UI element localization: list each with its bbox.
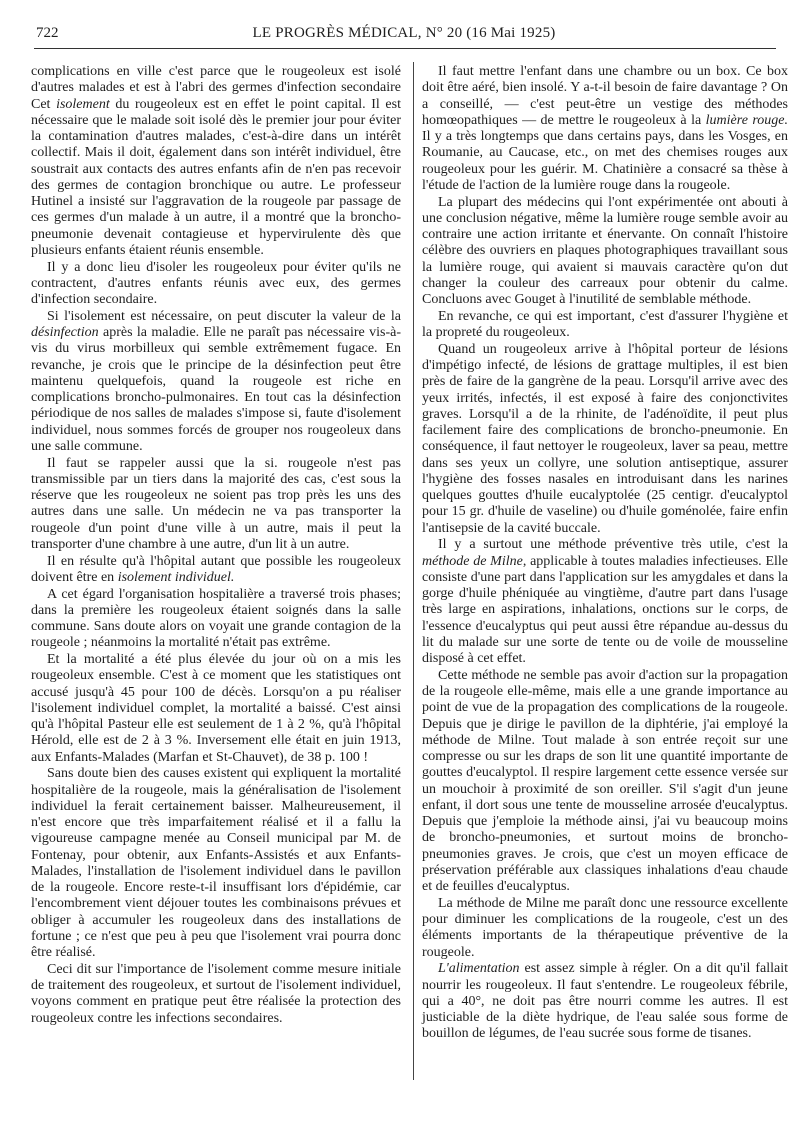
paragraph: Il en résulte qu'à l'hôpital autant que possible les rougeoleux doivent être en isolement individuel.	[31, 553, 401, 585]
paragraph: Si l'isolement est nécessaire, on peut discuter la valeur de la désinfection après la maladie. Elle ne paraît pas nécessaire vis-à-vis du virus morbilleux qui semble extrêmement fugace. En revanche, je crois que le principe de la désinfection peut être maintenu quelquefois, quand la rougeole est riche en complications broncho-pulmonaires. En tout cas la désinfection périodique de nos salles de malades s'impose si, faute d'isolement individuel, nous sommes forcés de grouper nos rougeoleux dans une salle commune.	[31, 308, 401, 454]
paragraph: Il y a donc lieu d'isoler les rougeoleux pour éviter qu'ils ne contractent, d'autres enfants réunis avec eux, des germes d'infection secondaire.	[31, 259, 401, 307]
paragraph: Cette méthode ne semble pas avoir d'action sur la propagation de la rougeole elle-même, mais elle a une grande importance au point de vue de la propagation des complications de la rougeole. Depuis que je dirige le pavillon de la diphtérie, j'ai employé la méthode de Milne. Tout malade à son entrée reçoit sur une compresse ou sur les draps de son lit une quantité importante de gouttes d'eucalyptol. Il respire largement cette essence versée sur un mouchoir à proximité de son oreiller. S'il s'agit d'un jeune enfant, il dort sous une tente de mousseline arrosée d'eucalyptus. Depuis que j'emploie la méthode ainsi, j'ai vu beaucoup moins de broncho-pneumonies, et surtout moins de broncho-pneumonies graves. Je crois, que c'est un moyen efficace de préservation préférable aux classiques inhalations d'eau chaude et de feuilles d'eucalyptus.	[422, 667, 788, 894]
paragraph: Quand un rougeoleux arrive à l'hôpital porteur de lésions d'impétigo infecté, de lésions de grattage multiples, il est bien près de faire de la gangrène de la peau. Lorsqu'il arrive avec des yeux irrités, infectés, il est exposé à faire des conjonctivites graves. Lorsqu'il a de la rhinite, de l'adénoïdite, il peut plus facilement faire des complications de broncho-pneumonie. En conséquence, il faut nettoyer le rougeoleux, laver sa peau, mettre dans ses yeux un collyre, une solution antiseptique, assurer l'hygiène des fosses nasales en introduisant dans les narines quelques gouttes d'huile eucalyptolée (25 centigr. d'eucalyptol pour 15 gr. d'huile de vaseline) ou d'huile goménolée, faire enfin l'antisepsie de la cavité buccale.	[422, 341, 788, 536]
paragraph: Il faut se rappeler aussi que la si. rougeole n'est pas transmissible par un tiers dans la majorité des cas, c'est sous la réserve que les rougeoleux ne soient pas trop près les uns des autres dans une salle. Un médecin ne va pas transporter la rougeole d'un point d'une ville à un autre, mais il peut la transporter d'une chambre à une autre, d'un lit à un autre.	[31, 455, 401, 552]
paragraph: Sans doute bien des causes existent qui expliquent la mortalité hospitalière de la rougeole, mais la généralisation de l'isolement individuel la ferait certainement baisser. Malheureusement, il n'est encore que très imparfaitement réalisé et il a fallu la vigoureuse campagne menée au Conseil municipal par M. de Fontenay, pour obtenir, aux Enfants-Assistés et aux Enfants-Malades, l'installation de l'isolement individuel dans le pavillon de la rougeole. Encore reste-t-il insuffisant lors d'épidémie, car l'encombrement vient déjouer toutes les combinaisons prévues et obliger à accumuler les rougeoleux dans des installations de fortune ; ce n'est que peu à peu que l'isolement vrai pourra donc être réalisé.	[31, 766, 401, 960]
page-number: 722	[36, 25, 59, 41]
paragraph: Ceci dit sur l'importance de l'isolement comme mesure initiale de traitement des rougeoleux, et surtout de l'isolement individuel, voyons comment en pratique peut être réalisée la protection des rougeoleux contre les infections secondaires.	[31, 961, 401, 1026]
paragraph: La plupart des médecins qui l'ont expérimentée ont abouti à une conclusion négative, même la lumière rouge semble avoir au contraire une action irritante et énervante. On connaît l'histoire célèbre des ouvriers en plaques photographiques travaillant sous la lumière rouge, qui avaient si mauvais caractère qu'on dut changer la couleur des carreaux pour obtenir du calme. Concluons avec Gouget à l'inutilité de semblable méthode.	[422, 194, 788, 307]
paragraph: Et la mortalité a été plus élevée du jour où on a mis les rougeoleux ensemble. C'est à ce moment que les statistiques ont accusé jusqu'à 45 pour 100 de décès. Lorsqu'on a pu réaliser l'isolement individuel complet, la mortalité a baissé. C'est ainsi qu'à l'hôpital Pasteur elle est seulement de 1 à 2 %, qu'à l'hôpital Hérold, elle est de 2 à 3 %. Inversement elle était en juin 1913, aux Enfants-Malades (Marfan et St-Chauvet), de 38 p. 100 !	[31, 652, 401, 765]
paragraph: complications en ville c'est parce que le rougeoleux est isolé d'autres malades et est à l'abri des germes d'infection secondaire Cet isolement du rougeoleux est en effet le point capital. Il est nécessaire que le malade soit isolé dès le premier jour pour éviter la contamination d'autres malades, c'est-à-dire dans un intérêt collectif. Mais il doit, également dans son intérêt individuel, être soustrait aux contacts des autres enfants afin de n'en pas recevoir des germes de contagion bronchique ou autre. Le professeur Hutinel a insisté sur l'aggravation de la rougeole par passage de ces germes d'un malade à un autre, il a montré que la broncho-pneumonie devenait contagieuse et hypervirulente dès que plusieurs enfants étaient réunis ensemble.	[31, 64, 401, 258]
right-column	[422, 64, 788, 1043]
journal-title: LE PROGRÈS MÉDICAL, N° 20 (16 Mai 1925)	[252, 25, 556, 41]
paragraph: Il faut mettre l'enfant dans une chambre ou un box. Ce box doit être aéré, bien insolé. Y a-t-il besoin de faire davantage ? On a conseillé, — c'est peut-être un vestige des méthodes homœopathiques — de mettre le rougeoleux à la lumière rouge. Il y a très longtemps que dans certains pays, dans les Vosges, en Roumanie, au Caucase, etc., on met des chemises rouges aux rougeoleux pour les guérir. M. Chatinière a consacré sa thèse à l'étude de l'action de la lumière rouge dans la rougeole.	[422, 64, 788, 193]
paragraph: Il y a surtout une méthode préventive très utile, c'est la méthode de Milne, applicable à toutes maladies infectieuses. Elle consiste d'une part dans l'application sur les amygdales et dans la gorge d'huile phéniquée au vingtième, d'autre part dans l'usage très large en aspirations, inhalations, onctions sur le corps, de l'essence d'eucalyptus qui peut aussi être répandue au-dessus du lit du malade sur une sorte de tente ou de voile de mousseline disposé à cet effet.	[422, 537, 788, 666]
left-column	[31, 64, 401, 1027]
paragraph: A cet égard l'organisation hospitalière a traversé trois phases; dans la première les rougeoleux étaient soignés dans la salle commune. Sans doute alors on voyait une grande contagion de la rougeole ; néanmoins la mortalité n'était pas extrême.	[31, 586, 401, 651]
paragraph: L'alimentation est assez simple à régler. On a dit qu'il fallait nourrir les rougeoleux. Il faut s'entendre. Le rougeoleux fébrile, qui a 40°, ne doit pas être nourri comme les autres. Il est justiciable de la diète hydrique, de l'eau salée sous forme de bouillon de légumes, de l'eau sucrée sous forme de tisanes.	[422, 961, 788, 1042]
paragraph: La méthode de Milne me paraît donc une ressource excellente pour diminuer les complications de la rougeole, c'est un des éléments importants de la thérapeutique préventive de la rougeole.	[422, 895, 788, 960]
page-header	[34, 23, 774, 43]
paragraph: En revanche, ce qui est important, c'est d'assurer l'hygiène et la propreté du rougeoleux.	[422, 308, 788, 340]
header-rule	[34, 48, 776, 49]
column-divider	[413, 62, 414, 1080]
